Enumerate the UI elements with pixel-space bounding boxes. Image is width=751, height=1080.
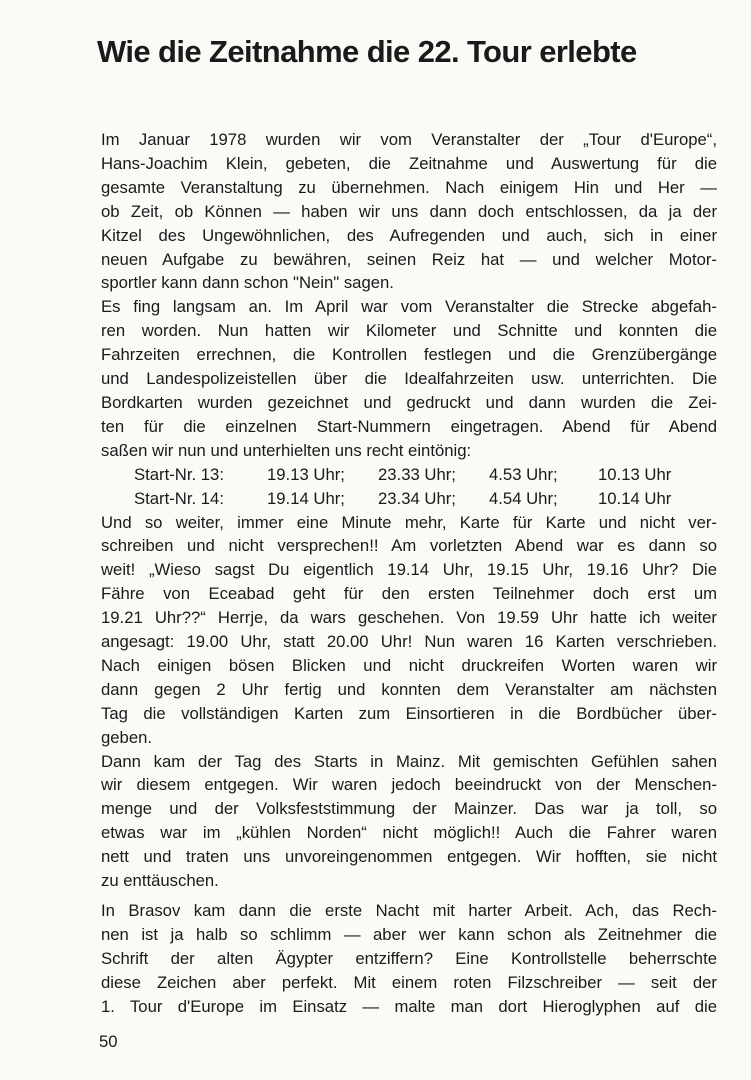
text-line: Hans-Joachim Klein, gebeten, die Zeitnahme und Auswertung für die — [101, 153, 717, 173]
start-number-cell: Start-Nr. 13: — [134, 464, 224, 484]
time-cell: 23.33 Uhr; — [378, 464, 456, 484]
text-line: gesamte Veranstaltung zu übernehmen. Nach einigem Hin und Her — — [101, 177, 717, 197]
text-line: 1. Tour d'Europe im Einsatz — malte man dort Hieroglyphen auf die — [101, 996, 717, 1016]
text-line: nen ist ja halb so schlimm — aber wer kann schon als Zeitnehmer die — [101, 924, 717, 944]
paragraph-2 — [101, 295, 717, 462]
text-line: nett und traten uns unvoreingenommen entgegen. Wir hofften, sie nicht — [101, 847, 717, 867]
text-line: Es fing langsam an. Im April war vom Veranstalter die Strecke abgefah- — [101, 297, 717, 317]
text-line: und Landespolizeistellen über die Idealfahrzeiten usw. unterrichten. Die — [101, 369, 717, 389]
text-line: ten für die einzelnen Start-Nummern eingetragen. Abend für Abend — [101, 416, 717, 436]
text-line: geben. — [101, 727, 153, 747]
time-cell: 10.14 Uhr — [598, 488, 672, 508]
text-line: Bordkarten wurden gezeichnet und gedruckt und dann wurden die Zei- — [101, 392, 717, 412]
text-line: diese Zeichen aber perfekt. Mit einem roten Filzschreiber — seit der — [101, 972, 717, 992]
text-line: neuen Aufgabe zu bewähren, seinen Reiz hat — und welcher Motor- — [101, 249, 717, 269]
paragraph-5 — [101, 899, 717, 1019]
text-line: Schrift der alten Ägypter entziffern? Eine Kontrollstelle beherrschte — [101, 948, 717, 968]
text-line: sportler kann dann schon "Nein" sagen. — [101, 273, 394, 293]
paragraph-4 — [101, 750, 717, 893]
time-table-row — [101, 487, 717, 511]
time-cell: 4.54 Uhr; — [489, 488, 558, 508]
text-line: Fähre von Eceabad geht für den ersten Teilnehmer doch erst um — [101, 584, 717, 604]
text-line: Fahrzeiten errechnen, die Kontrollen festlegen und die Grenzübergänge — [101, 345, 717, 365]
time-cell: 10.13 Uhr — [598, 464, 672, 484]
text-line: weit! „Wieso sagst Du eigentlich 19.14 Uhr, 19.15 Uhr, 19.16 Uhr? Die — [101, 560, 717, 580]
time-cell: 23.34 Uhr; — [378, 488, 456, 508]
text-line: 19.21 Uhr??“ Herrje, da wars geschehen. Von 19.59 Uhr hatte ich weiter — [101, 608, 717, 628]
text-line: wir diesem entgegen. Wir waren jedoch beeindruckt von der Menschen- — [101, 775, 717, 795]
text-line: zu enttäuschen. — [101, 871, 219, 891]
text-line: Und so weiter, immer eine Minute mehr, Karte für Karte und nicht ver- — [101, 512, 717, 532]
time-cell: 19.14 Uhr; — [267, 488, 345, 508]
text-line: schreiben und nicht versprechen!! Am vorletzten Abend war es dann so — [101, 536, 717, 556]
text-line: dann gegen 2 Uhr fertig und konnten dem Veranstalter am nächsten — [101, 679, 717, 699]
text-line: Kitzel des Ungewöhnlichen, des Aufregenden und auch, sich in einer — [101, 225, 717, 245]
text-line: menge und der Volksfeststimmung der Mainzer. Das war ja toll, so — [101, 799, 717, 819]
time-cell: 19.13 Uhr; — [267, 464, 345, 484]
text-line: Dann kam der Tag des Starts in Mainz. Mit gemischten Gefühlen sahen — [101, 751, 717, 771]
page-title: Wie die Zeitnahme die 22. Tour erlebte — [97, 34, 637, 69]
article-body — [101, 128, 717, 1019]
text-line: Nach einigen bösen Blicken und nicht druckreifen Worten waren wir — [101, 655, 717, 675]
paragraph-3 — [101, 511, 717, 750]
text-line: ob Zeit, ob Können — haben wir uns dann doch entschlossen, da ja der — [101, 201, 717, 221]
page-number: 50 — [99, 1032, 118, 1051]
start-time-table — [101, 463, 717, 511]
time-cell: 4.53 Uhr; — [489, 464, 558, 484]
text-line: In Brasov kam dann die erste Nacht mit harter Arbeit. Ach, das Rech- — [101, 901, 717, 920]
start-number-cell: Start-Nr. 14: — [134, 488, 224, 508]
text-line: saßen wir nun und unterhielten uns recht eintönig: — [101, 440, 472, 460]
time-table-row — [101, 463, 717, 487]
text-line: etwas war im „kühlen Norden“ nicht möglich!! Auch die Fahrer waren — [101, 823, 717, 843]
text-line: Tag die vollständigen Karten zum Einsortieren in die Bordbücher über- — [101, 703, 717, 723]
text-line: angesagt: 19.00 Uhr, statt 20.00 Uhr! Nun waren 16 Karten verschrieben. — [101, 632, 717, 652]
text-line: ren worden. Nun hatten wir Kilometer und Schnitte und konnten die — [101, 321, 717, 341]
paragraph-1 — [101, 128, 717, 295]
text-line: Im Januar 1978 wurden wir vom Veranstalter der „Tour d'Europe“, — [101, 130, 717, 149]
